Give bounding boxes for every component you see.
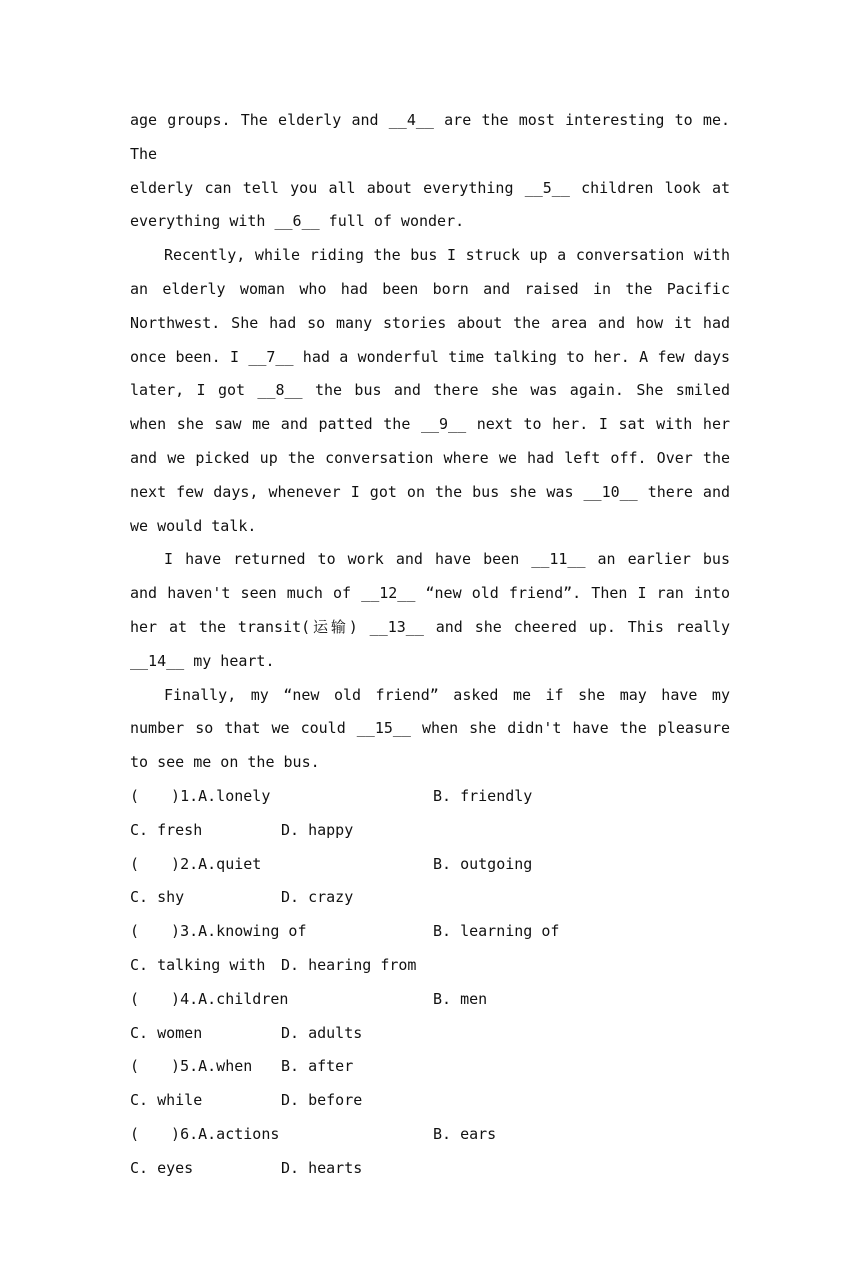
question-row-options: [130, 814, 730, 848]
option-b: B. after: [281, 1057, 354, 1076]
question-row: [130, 1050, 730, 1084]
option-a: A.children: [198, 989, 289, 1008]
question-row: [130, 1118, 730, 1152]
question-number: 1.: [180, 786, 199, 805]
option-a: A.actions: [198, 1124, 280, 1143]
option-b: B. learning of: [433, 922, 560, 941]
option-c: C. while: [130, 1091, 203, 1110]
text-line: age groups. The elderly and __4__ are the most interesting to me. The: [130, 111, 730, 163]
paragraph-4: Finally, my “new old friend” asked me if she may have my number so that we could __15__ when she didn't have the pleasure to see me on the bus.: [130, 685, 730, 772]
question-row-options: [130, 1084, 730, 1118]
question-row: [130, 915, 730, 949]
option-a: A.lonely: [198, 786, 271, 805]
answer-paren-open: (: [130, 786, 140, 805]
answer-paren-open: (: [130, 989, 140, 1008]
answer-paren-open: (: [130, 1057, 140, 1076]
option-d: D. hearing from: [281, 955, 417, 974]
question-row: [130, 848, 730, 882]
option-d: D. adults: [281, 1023, 363, 1042]
question-number: 6.: [180, 1124, 199, 1143]
answer-paren-close: ): [171, 922, 181, 941]
question-number: 3.: [180, 922, 199, 941]
question-number: 5.: [180, 1057, 199, 1076]
paragraph-2: Recently, while riding the bus I struck up a conversation with an elderly woman who had been born and raised in the Pacific Northwest. She had so many stories about the area and how it had once been. I __7__ had a wonderful time talking to her. A few days later, I got __8__ the bus and there she was again. She smiled when she saw me and patted the __9__ next to her. I sat with her and we picked up the conversation where we had left off. Over the next few days, whenever I got on the bus she was __10__ there and we would talk.: [130, 246, 730, 535]
paragraph-3: I have returned to work and have been __11__ an earlier bus and haven't seen much of __12__ “new old friend”. Then I ran into her at the transit(运输) __13__ and she cheered up. This really __14__ my heart.: [130, 550, 730, 670]
question-row-options: [130, 881, 730, 915]
answer-paren-open: (: [130, 1124, 140, 1143]
option-b: B. outgoing: [433, 854, 533, 873]
question-list: [130, 780, 730, 1186]
option-c: C. talking with: [130, 955, 266, 974]
answer-paren-close: ): [171, 989, 181, 1008]
option-d: D. hearts: [281, 1158, 363, 1177]
option-b: B. men: [433, 989, 488, 1008]
option-a: A.when: [198, 1057, 253, 1076]
option-b: B. ears: [433, 1124, 497, 1143]
option-c: C. women: [130, 1023, 203, 1042]
answer-paren-open: (: [130, 854, 140, 873]
paragraph-1: [130, 104, 730, 239]
option-b: B. friendly: [433, 786, 533, 805]
option-c: C. fresh: [130, 820, 203, 839]
option-c: C. eyes: [130, 1158, 194, 1177]
question-row: [130, 983, 730, 1017]
answer-paren-close: ): [171, 786, 181, 805]
answer-paren-close: ): [171, 1057, 181, 1076]
question-row-options: [130, 949, 730, 983]
option-c: C. shy: [130, 888, 185, 907]
question-row: [130, 780, 730, 814]
text-line: elderly can tell you all about everything __5__ children look at: [130, 178, 730, 197]
text-line: everything with __6__ full of wonder.: [130, 212, 465, 231]
document-page: [130, 104, 730, 1186]
question-row-options: [130, 1017, 730, 1051]
question-number: 2.: [180, 854, 199, 873]
answer-paren-close: ): [171, 854, 181, 873]
answer-paren-open: (: [130, 922, 140, 941]
option-d: D. crazy: [281, 888, 354, 907]
answer-paren-close: ): [171, 1124, 181, 1143]
option-d: D. happy: [281, 820, 354, 839]
option-a: A.knowing of: [198, 922, 307, 941]
option-d: D. before: [281, 1091, 363, 1110]
option-a: A.quiet: [198, 854, 262, 873]
question-row-options: [130, 1152, 730, 1186]
question-number: 4.: [180, 989, 199, 1008]
